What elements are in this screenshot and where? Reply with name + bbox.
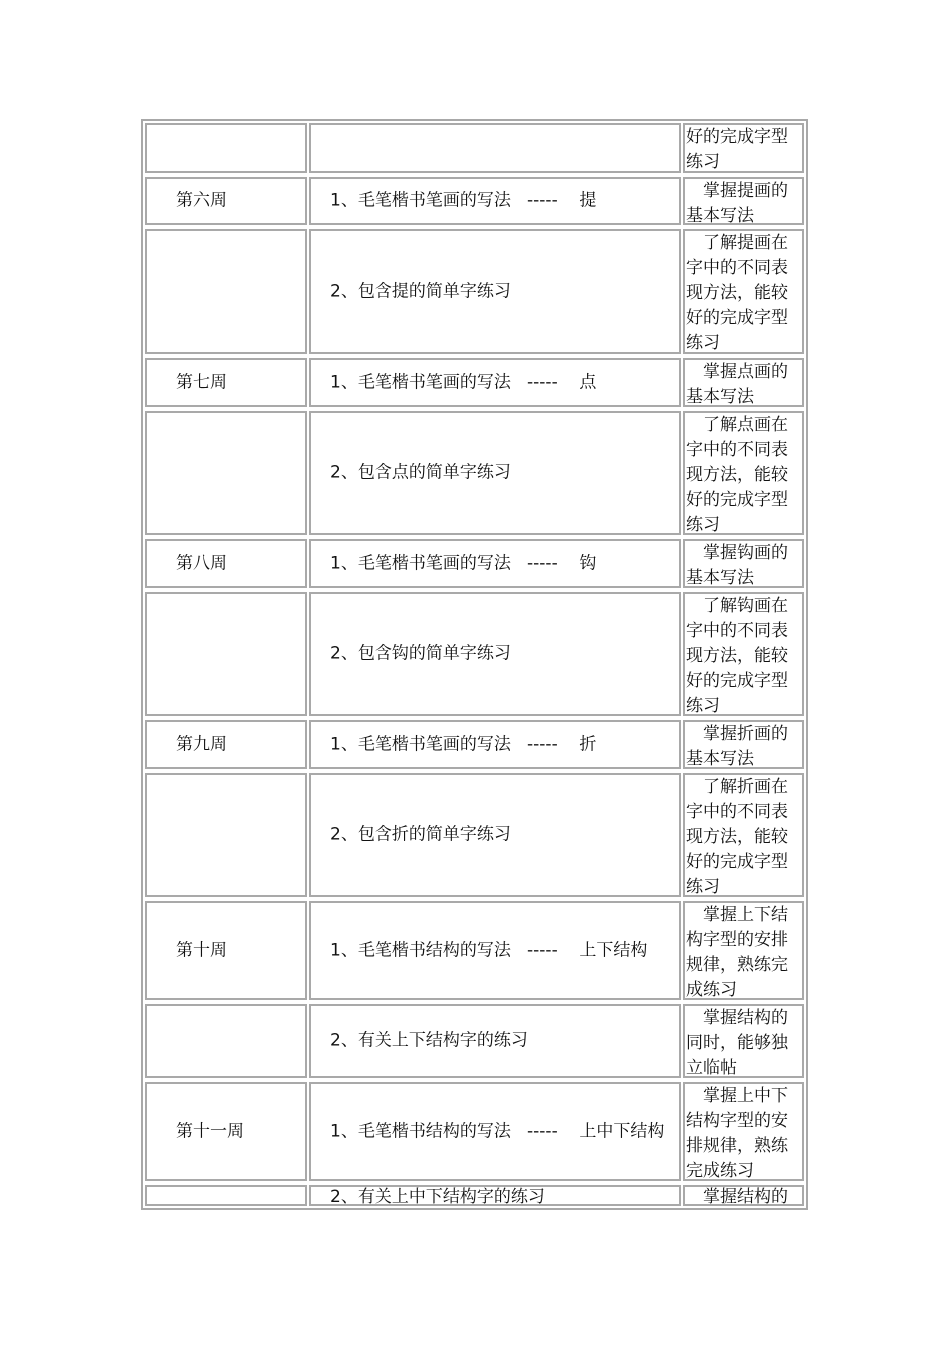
content-cell: 1、毛笔楷书笔画的写法 ----- 提 — [309, 177, 681, 225]
goal-cell: 掌握点画的基本写法 — [683, 358, 804, 407]
table-row — [143, 227, 806, 356]
week-cell — [145, 229, 307, 354]
week-cell — [145, 1185, 307, 1206]
table-row — [143, 537, 806, 590]
goal-cell: 了解钩画在字中的不同表现方法，能较好的完成字型练习 — [683, 592, 804, 716]
goal-cell: 掌握折画的基本写法 — [683, 720, 804, 769]
week-cell — [145, 592, 307, 716]
goal-cell: 掌握上中下结构字型的安排规律，熟练完成练习 — [683, 1082, 804, 1181]
table-row — [143, 899, 806, 1002]
week-cell — [145, 1004, 307, 1078]
week-cell — [145, 773, 307, 897]
table-row — [143, 356, 806, 409]
goal-cell: 掌握提画的基本写法 — [683, 177, 804, 225]
curriculum-table — [141, 119, 808, 1210]
goal-cell: 掌握上下结构字型的安排规律，熟练完成练习 — [683, 901, 804, 1000]
table-row — [143, 1002, 806, 1080]
table-row — [143, 409, 806, 537]
content-cell: 2、包含钩的简单字练习 — [309, 592, 681, 716]
content-cell: 1、毛笔楷书结构的写法 ----- 上下结构 — [309, 901, 681, 1000]
table-row — [143, 175, 806, 227]
content-cell — [309, 123, 681, 173]
week-cell — [145, 123, 307, 173]
content-cell: 2、包含提的简单字练习 — [309, 229, 681, 354]
content-cell: 1、毛笔楷书笔画的写法 ----- 折 — [309, 720, 681, 769]
week-cell: 第八周 — [145, 539, 307, 588]
content-cell: 2、包含折的简单字练习 — [309, 773, 681, 897]
goal-cell: 掌握结构的同时，能够独立临帖 — [683, 1004, 804, 1078]
table-row — [143, 771, 806, 899]
week-cell: 第十周 — [145, 901, 307, 1000]
week-cell: 第七周 — [145, 358, 307, 407]
table-row — [143, 590, 806, 718]
content-cell: 1、毛笔楷书笔画的写法 ----- 点 — [309, 358, 681, 407]
week-cell: 第十一周 — [145, 1082, 307, 1181]
content-cell: 1、毛笔楷书笔画的写法 ----- 钩 — [309, 539, 681, 588]
week-cell: 第九周 — [145, 720, 307, 769]
table-row — [143, 718, 806, 771]
content-cell: 2、包含点的简单字练习 — [309, 411, 681, 535]
week-cell: 第六周 — [145, 177, 307, 225]
table-row — [143, 121, 806, 175]
content-cell: 1、毛笔楷书结构的写法 ----- 上中下结构 — [309, 1082, 681, 1181]
week-cell — [145, 411, 307, 535]
goal-cell: 了解提画在字中的不同表现方法，能较好的完成字型练习 — [683, 229, 804, 354]
content-cell: 2、有关上中下结构字的练习 — [309, 1185, 681, 1206]
goal-cell: 掌握结构的 — [683, 1185, 804, 1206]
table-row — [143, 1183, 806, 1208]
goal-cell: 了解点画在字中的不同表现方法，能较好的完成字型练习 — [683, 411, 804, 535]
goal-cell: 好的完成字型练习 — [683, 123, 804, 173]
content-cell: 2、有关上下结构字的练习 — [309, 1004, 681, 1078]
table-row — [143, 1080, 806, 1183]
goal-cell: 了解折画在字中的不同表现方法，能较好的完成字型练习 — [683, 773, 804, 897]
goal-cell: 掌握钩画的基本写法 — [683, 539, 804, 588]
